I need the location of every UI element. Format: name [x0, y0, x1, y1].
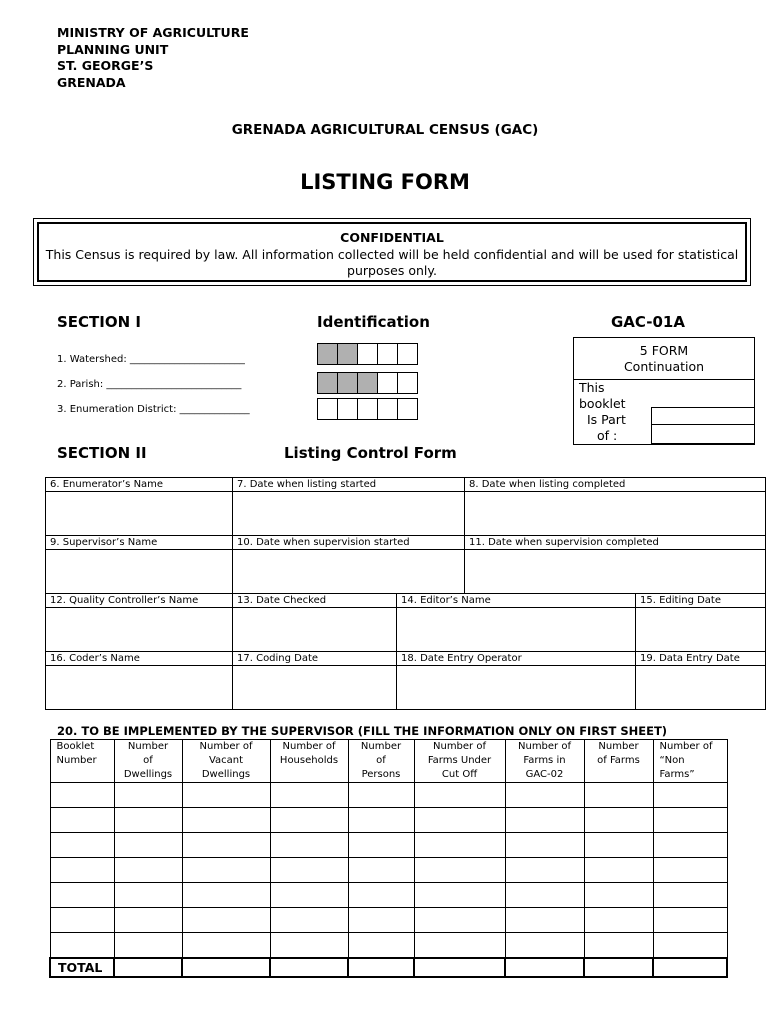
code-box[interactable] — [397, 372, 418, 394]
table-cell[interactable] — [348, 933, 414, 959]
code-box — [317, 343, 338, 365]
code-box[interactable] — [357, 343, 378, 365]
of-text: of : — [597, 428, 618, 443]
table-cell[interactable] — [584, 908, 653, 933]
editing-date-label: 15. Editing Date — [636, 594, 766, 608]
table-cell[interactable] — [114, 883, 182, 908]
part-number-field[interactable] — [651, 407, 754, 425]
supervision-started-field[interactable] — [233, 550, 465, 594]
table-cell[interactable] — [50, 933, 114, 959]
table-cell[interactable] — [414, 783, 505, 808]
table-cell[interactable] — [182, 808, 270, 833]
table-cell[interactable] — [653, 833, 727, 858]
code-box[interactable] — [337, 398, 358, 420]
confidential-title: CONFIDENTIAL — [340, 230, 444, 245]
continuation-box — [573, 337, 755, 445]
section2-label: SECTION II — [57, 444, 147, 462]
col-header-line: Farms Under — [427, 755, 492, 766]
col-header-line: Number of — [433, 741, 486, 752]
total-row — [50, 958, 727, 977]
table-cell[interactable] — [114, 808, 182, 833]
col-header-line: Cut Off — [441, 769, 478, 780]
table-cell[interactable] — [182, 883, 270, 908]
table-cell[interactable] — [270, 908, 348, 933]
table-cell[interactable] — [414, 808, 505, 833]
table-row — [50, 833, 727, 858]
section2-heading: Listing Control Form — [284, 444, 457, 462]
col-header-line: Persons — [361, 769, 401, 780]
watershed-code-boxes[interactable] — [317, 343, 417, 365]
confidential-text: This Census is required by law. All information collected will be held confidential and will be used for statistical purposes only. — [45, 246, 739, 278]
booklet-part-label — [574, 380, 652, 445]
listing-completed-field[interactable] — [465, 492, 766, 536]
table-row — [50, 933, 727, 959]
enumeration-district-label: 3. Enumeration District: ______________ — [57, 404, 250, 415]
table-cell[interactable] — [182, 933, 270, 959]
col-header-line: of Farms — [597, 755, 640, 766]
coding-date-field[interactable] — [233, 666, 397, 710]
table-cell[interactable] — [653, 933, 727, 959]
table-cell[interactable] — [114, 933, 182, 959]
table-row — [50, 908, 727, 933]
code-box[interactable] — [377, 372, 398, 394]
col-header-line: Vacant — [208, 755, 244, 766]
table-cell[interactable] — [114, 833, 182, 858]
col-header-line: Number of — [282, 741, 336, 752]
supervision-completed-field[interactable] — [465, 550, 766, 594]
form-title: LISTING FORM — [300, 170, 470, 194]
part-total-field[interactable] — [651, 425, 754, 444]
table-cell[interactable] — [584, 833, 653, 858]
table-cell[interactable] — [114, 783, 182, 808]
table-cell[interactable] — [414, 883, 505, 908]
col-header-households — [270, 740, 348, 783]
listing-control-table — [45, 477, 766, 710]
enumeration-district-code-boxes[interactable] — [317, 398, 417, 420]
col-header-booklet-number — [50, 740, 114, 783]
editing-date-field[interactable] — [636, 608, 766, 652]
table-cell[interactable] — [414, 833, 505, 858]
table-row — [50, 808, 727, 833]
col-header-number-of-farms — [584, 740, 653, 783]
col-header-line: Number of — [659, 741, 713, 752]
total-label: TOTAL — [50, 958, 114, 977]
table-cell[interactable] — [270, 883, 348, 908]
table-cell[interactable] — [270, 808, 348, 833]
supervisor-name-field[interactable] — [46, 550, 233, 594]
table-cell[interactable] — [653, 858, 727, 883]
supervision-started-label: 10. Date when supervision started — [233, 536, 465, 550]
table-cell[interactable] — [50, 883, 114, 908]
form-code: GAC-01A — [611, 313, 685, 331]
table-row — [50, 783, 727, 808]
table-cell[interactable] — [505, 833, 584, 858]
col-header-farms-under-cut-off — [414, 740, 505, 783]
col-header-farms-in-gac02 — [505, 740, 584, 783]
code-box[interactable] — [377, 398, 398, 420]
coder-name-field[interactable] — [46, 666, 233, 710]
code-box[interactable] — [377, 343, 398, 365]
watershed-label: 1. Watershed: _______________________ — [57, 354, 245, 365]
table-cell[interactable] — [270, 783, 348, 808]
table-cell[interactable] — [584, 808, 653, 833]
table-cell[interactable] — [653, 883, 727, 908]
table-cell[interactable] — [653, 783, 727, 808]
col-header-line: of — [143, 755, 153, 766]
listing-started-label: 7. Date when listing started — [233, 478, 465, 492]
table-cell[interactable] — [584, 933, 653, 959]
table-cell[interactable] — [182, 858, 270, 883]
table-cell[interactable] — [414, 908, 505, 933]
table-cell[interactable] — [348, 783, 414, 808]
quality-controller-label: 12. Quality Controller’s Name — [46, 594, 233, 608]
parish-label: 2. Parish: ___________________________ — [57, 379, 242, 390]
coding-date-label: 17. Coding Date — [233, 652, 397, 666]
ministry-header — [57, 25, 249, 91]
header-line: ST. GEORGE’S — [57, 58, 154, 73]
code-box — [337, 372, 358, 394]
total-cell[interactable] — [653, 958, 727, 977]
table-cell[interactable] — [348, 833, 414, 858]
col-header-line: Number of — [518, 741, 571, 752]
total-cell[interactable] — [114, 958, 182, 977]
table-cell[interactable] — [182, 908, 270, 933]
table-cell[interactable] — [505, 933, 584, 959]
table-cell[interactable] — [348, 808, 414, 833]
table-cell[interactable] — [182, 783, 270, 808]
col-header-line: Farms” — [659, 769, 695, 780]
table-cell[interactable] — [414, 858, 505, 883]
col-header-persons — [348, 740, 414, 783]
table-cell[interactable] — [414, 933, 505, 959]
header-line: GRENADA — [57, 74, 126, 90]
table-cell[interactable] — [505, 908, 584, 933]
table-cell[interactable] — [50, 858, 114, 883]
total-cell[interactable] — [584, 958, 653, 977]
continuation-line1: 5 FORM — [639, 342, 689, 358]
table-cell[interactable] — [50, 808, 114, 833]
total-cell[interactable] — [182, 958, 270, 977]
confidential-notice — [37, 222, 747, 282]
data-entry-operator-field[interactable] — [397, 666, 636, 710]
table-row — [50, 883, 727, 908]
date-checked-label: 13. Date Checked — [233, 594, 397, 608]
col-header-line: Number of — [199, 741, 253, 752]
table-cell[interactable] — [584, 883, 653, 908]
table-row — [50, 858, 727, 883]
coder-name-label: 16. Coder’s Name — [46, 652, 233, 666]
total-cell[interactable] — [505, 958, 584, 977]
table-cell[interactable] — [270, 833, 348, 858]
code-box[interactable] — [357, 398, 378, 420]
col-header-line: “Non — [659, 755, 685, 766]
table-cell[interactable] — [584, 858, 653, 883]
editor-name-label: 14. Editor’s Name — [397, 594, 636, 608]
table-cell[interactable] — [505, 808, 584, 833]
code-box[interactable] — [317, 398, 338, 420]
editor-name-field[interactable] — [397, 608, 636, 652]
supervisor-name-label: 9. Supervisor’s Name — [46, 536, 233, 550]
total-cell[interactable] — [270, 958, 348, 977]
table-cell[interactable] — [114, 908, 182, 933]
enumerator-name-label: 6. Enumerator’s Name — [46, 478, 233, 492]
code-box[interactable] — [397, 343, 418, 365]
table-cell[interactable] — [653, 808, 727, 833]
header-line: MINISTRY OF AGRICULTURE — [57, 25, 249, 40]
col-header-line: Number — [56, 755, 97, 766]
table-cell[interactable] — [505, 783, 584, 808]
table-cell[interactable] — [584, 783, 653, 808]
table-cell[interactable] — [653, 908, 727, 933]
table-cell[interactable] — [50, 833, 114, 858]
total-cell[interactable] — [414, 958, 505, 977]
booklet-part-entry — [651, 380, 755, 445]
col-header-line: of — [376, 755, 386, 766]
table-cell[interactable] — [348, 883, 414, 908]
table-cell[interactable] — [114, 858, 182, 883]
listing-started-field[interactable] — [233, 492, 465, 536]
col-header-line: Number — [127, 741, 169, 752]
data-entry-operator-label: 18. Date Entry Operator — [397, 652, 636, 666]
code-box — [317, 372, 338, 394]
is-part-text: Is Part — [587, 412, 626, 427]
col-header-line: Farms in — [523, 755, 566, 766]
table-cell[interactable] — [50, 783, 114, 808]
col-header-line: GAC-02 — [525, 769, 564, 780]
section1-label: SECTION I — [57, 313, 141, 331]
code-box[interactable] — [397, 398, 418, 420]
total-cell[interactable] — [348, 958, 414, 977]
data-entry-date-label: 19. Data Entry Date — [636, 652, 766, 666]
table-cell[interactable] — [270, 933, 348, 959]
continuation-line2: Continuation — [623, 358, 705, 374]
col-header-non-farms — [653, 740, 727, 783]
data-entry-date-field[interactable] — [636, 666, 766, 710]
col-header-line: Number — [598, 741, 639, 752]
listing-completed-label: 8. Date when listing completed — [465, 478, 766, 492]
col-header-vacant-dwellings — [182, 740, 270, 783]
enumerator-name-field[interactable] — [46, 492, 233, 536]
table-cell[interactable] — [50, 908, 114, 933]
quality-controller-field[interactable] — [46, 608, 233, 652]
header-line: PLANNING UNIT — [57, 41, 169, 57]
parish-code-boxes[interactable] — [317, 372, 417, 394]
table-cell[interactable] — [505, 883, 584, 908]
supervision-completed-label: 11. Date when supervision completed — [465, 536, 766, 550]
table-cell[interactable] — [505, 858, 584, 883]
census-title: GRENADA AGRICULTURAL CENSUS (GAC) — [231, 122, 539, 138]
supervisor-section-title: 20. TO BE IMPLEMENTED BY THE SUPERVISOR (FILL THE INFORMATION ONLY ON FIRST SHEET) — [57, 724, 668, 738]
date-checked-field[interactable] — [233, 608, 397, 652]
booklet-text: This booklet — [579, 380, 626, 411]
table-cell[interactable] — [270, 858, 348, 883]
code-box — [337, 343, 358, 365]
supervisor-table — [49, 739, 728, 978]
col-header-line: Households — [279, 755, 339, 766]
col-header-line: Dwellings — [201, 769, 251, 780]
col-header-line: Booklet — [56, 741, 95, 752]
col-header-line: Number — [360, 741, 402, 752]
table-cell[interactable] — [348, 858, 414, 883]
table-cell[interactable] — [182, 833, 270, 858]
code-box — [357, 372, 378, 394]
section1-heading: Identification — [317, 313, 430, 331]
col-header-dwellings — [114, 740, 182, 783]
table-cell[interactable] — [348, 908, 414, 933]
continuation-title — [574, 338, 755, 380]
col-header-line: Dwellings — [123, 769, 173, 780]
